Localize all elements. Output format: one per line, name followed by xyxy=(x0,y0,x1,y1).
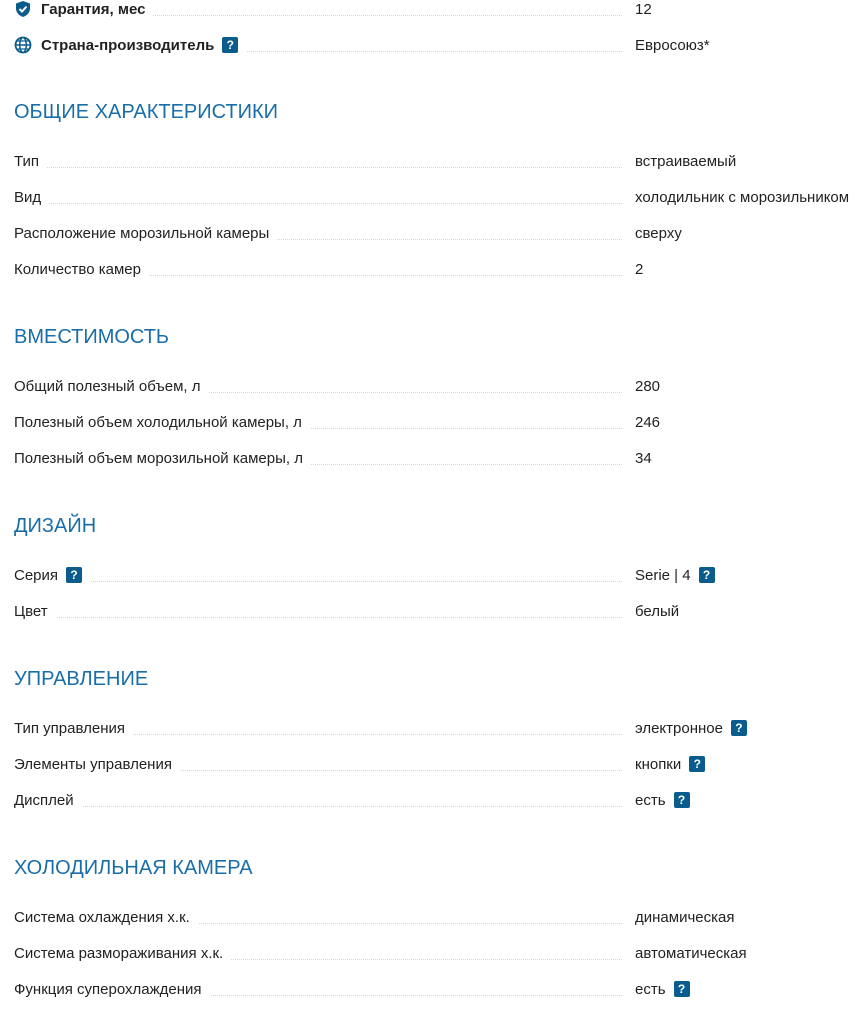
globe-icon xyxy=(14,36,32,54)
spec-label: Количество камер xyxy=(14,261,149,278)
spec-row xyxy=(14,746,866,782)
spec-value xyxy=(635,792,690,809)
spec-value: автоматическая xyxy=(635,944,747,962)
spec-label: Тип xyxy=(14,153,47,170)
spec-row xyxy=(14,782,866,818)
spec-label: Общий полезный объем, л xyxy=(14,378,208,395)
spec-value xyxy=(635,981,690,998)
spec-label: Цвет xyxy=(14,603,56,620)
help-icon[interactable]: ? xyxy=(66,567,82,583)
spec-label: Расположение морозильной камеры xyxy=(14,225,277,242)
supercool-value: есть xyxy=(635,980,666,998)
spec-label: Функция суперохлаждения xyxy=(14,981,210,998)
help-icon[interactable]: ? xyxy=(699,567,715,583)
spec-row xyxy=(14,215,866,251)
spec-row-country xyxy=(14,27,866,63)
help-icon[interactable]: ? xyxy=(674,792,690,808)
spec-value xyxy=(635,567,715,584)
spec-value: сверху xyxy=(635,224,682,242)
series-value: Serie | 4 xyxy=(635,566,691,584)
section-fridge xyxy=(14,899,866,1007)
spec-value: 2 xyxy=(635,260,644,278)
spec-label xyxy=(14,567,90,584)
country-value: Евросоюз* xyxy=(635,36,710,54)
spec-label xyxy=(14,36,246,54)
section-title-general: ОБЩИЕ ХАРАКТЕРИСТИКИ xyxy=(14,101,279,123)
spec-value: 246 xyxy=(635,413,661,431)
spec-row xyxy=(14,251,866,287)
spec-row-warranty xyxy=(14,0,866,27)
spec-value xyxy=(635,756,705,773)
spec-label: Тип управления xyxy=(14,720,133,737)
warranty-label: Гарантия, мес xyxy=(41,0,146,18)
spec-value: 280 xyxy=(635,377,661,395)
spec-value: 34 xyxy=(635,449,652,467)
section-capacity xyxy=(14,368,866,476)
spec-label: Полезный объем морозильной камеры, л xyxy=(14,450,311,467)
spec-label: Элементы управления xyxy=(14,756,180,773)
series-label: Серия xyxy=(14,566,59,584)
shield-check-icon xyxy=(14,0,32,18)
help-icon[interactable]: ? xyxy=(674,981,690,997)
control-type-value: электронное xyxy=(635,719,723,737)
section-general xyxy=(14,143,866,287)
spec-value: белый xyxy=(635,602,680,620)
spec-row xyxy=(14,179,866,215)
spec-value: динамическая xyxy=(635,908,735,926)
section-title-design: ДИЗАЙН xyxy=(14,515,97,537)
spec-row xyxy=(14,971,866,1007)
section-title-capacity: ВМЕСТИМОСТЬ xyxy=(14,326,170,348)
spec-row xyxy=(14,368,866,404)
dotted-leader xyxy=(14,203,622,204)
spec-row xyxy=(14,404,866,440)
controls-value: кнопки xyxy=(635,755,682,773)
section-title-control: УПРАВЛЕНИЕ xyxy=(14,668,149,690)
dotted-leader xyxy=(14,581,622,582)
spec-label: Система охлаждения х.к. xyxy=(14,909,198,926)
dotted-leader xyxy=(14,617,622,618)
dotted-leader xyxy=(14,806,622,807)
spec-label: Вид xyxy=(14,189,49,206)
spec-row xyxy=(14,143,866,179)
spec-row xyxy=(14,557,866,593)
warranty-value: 12 xyxy=(635,0,652,18)
dotted-leader xyxy=(14,167,622,168)
spec-row xyxy=(14,593,866,629)
spec-label: Полезный объем холодильной камеры, л xyxy=(14,414,310,431)
spec-row xyxy=(14,935,866,971)
spec-label xyxy=(14,0,153,18)
spec-row xyxy=(14,440,866,476)
country-label: Страна-производитель xyxy=(41,36,215,54)
spec-value xyxy=(635,720,747,737)
spec-row xyxy=(14,899,866,935)
section-title-fridge: ХОЛОДИЛЬНАЯ КАМЕРА xyxy=(14,857,253,879)
spec-label: Система размораживания х.к. xyxy=(14,945,231,962)
section-design xyxy=(14,557,866,629)
spec-label: Дисплей xyxy=(14,792,82,809)
help-icon[interactable]: ? xyxy=(222,37,238,53)
spec-value: встраиваемый xyxy=(635,152,737,170)
section-control xyxy=(14,710,866,818)
spec-value: холодильник с морозильником xyxy=(635,188,850,206)
help-icon[interactable]: ? xyxy=(731,720,747,736)
spec-row xyxy=(14,710,866,746)
help-icon[interactable]: ? xyxy=(689,756,705,772)
top-specs xyxy=(14,0,866,63)
display-value: есть xyxy=(635,791,666,809)
